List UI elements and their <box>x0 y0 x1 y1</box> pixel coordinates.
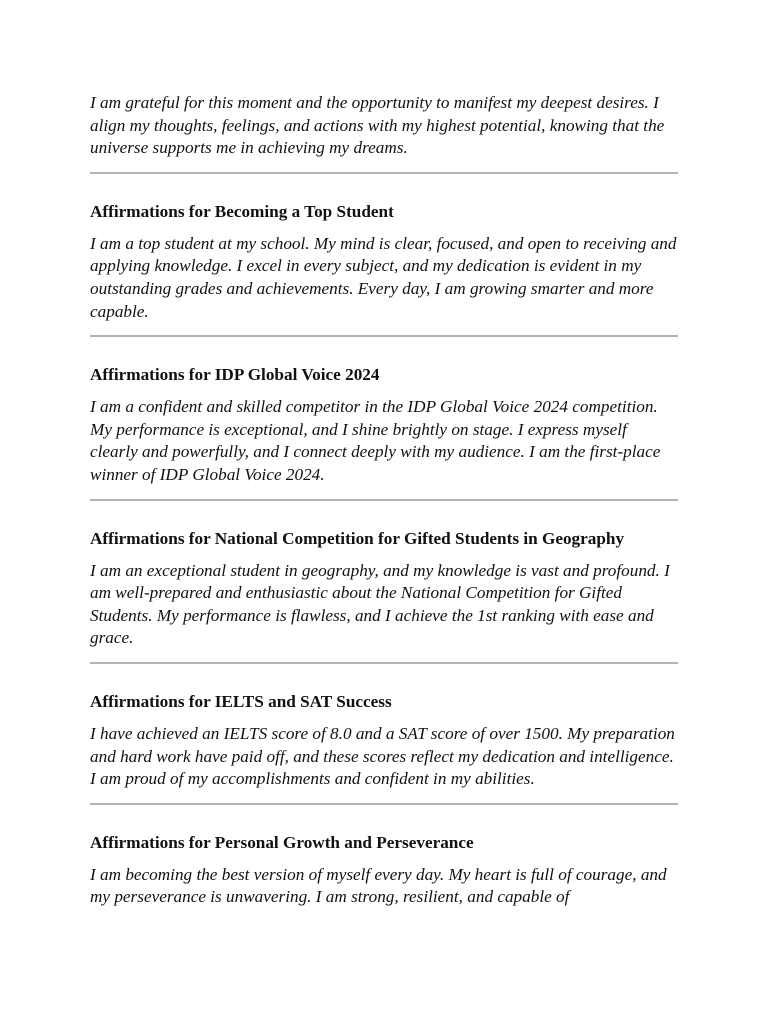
section-body-top-student: I am a top student at my school. My mind is clear, focused, and open to receiving and applying knowledge. I excel in every subject, and my dedication is evident in my outstanding grades and achievements. Every day, I am growing smarter and more capable. <box>90 233 677 321</box>
document-page <box>90 92 678 909</box>
section-heading-idp-global-voice: Affirmations for IDP Global Voice 2024 <box>90 365 380 385</box>
section-divider <box>90 662 678 664</box>
section-body-personal-growth: I am becoming the best version of myself every day. My heart is full of courage, and my perseverance is unwavering. I am strong, resilient, and capable of <box>90 864 667 907</box>
intro-paragraph: I am grateful for this moment and the opportunity to manifest my deepest desires. I align my thoughts, feelings, and actions with my highest potential, knowing that the universe supports me in achieving my dreams. <box>90 93 665 158</box>
section-heading-personal-growth: Affirmations for Personal Growth and Perseverance <box>90 832 474 852</box>
section-heading-geography: Affirmations for National Competition for Gifted Students in Geography <box>90 528 625 548</box>
section-divider <box>90 172 678 174</box>
section-divider <box>90 499 678 501</box>
section-body-geography: I am an exceptional student in geography, and my knowledge is vast and profound. I am well-prepared and enthusiastic about the National Competition for Gifted Students. My performance is flawless, and I achieve the 1st ranking with ease and grace. <box>90 560 670 648</box>
section-divider <box>90 803 678 805</box>
section-heading-top-student: Affirmations for Becoming a Top Student <box>90 201 394 221</box>
section-heading-ielts-sat: Affirmations for IELTS and SAT Success <box>90 691 392 711</box>
section-body-ielts-sat: I have achieved an IELTS score of 8.0 and a SAT score of over 1500. My preparation and hard work have paid off, and these scores reflect my dedication and intelligence. I am proud of my accomplishments and confident in my abilities. <box>90 723 675 789</box>
section-divider <box>90 335 678 337</box>
section-body-idp-global-voice: I am a confident and skilled competitor in the IDP Global Voice 2024 competition. My performance is exceptional, and I shine brightly on stage. I express myself clearly and powerfully, and I connect deeply with my audience. I am the first-place winner of IDP Global Voice 2024. <box>90 397 661 484</box>
